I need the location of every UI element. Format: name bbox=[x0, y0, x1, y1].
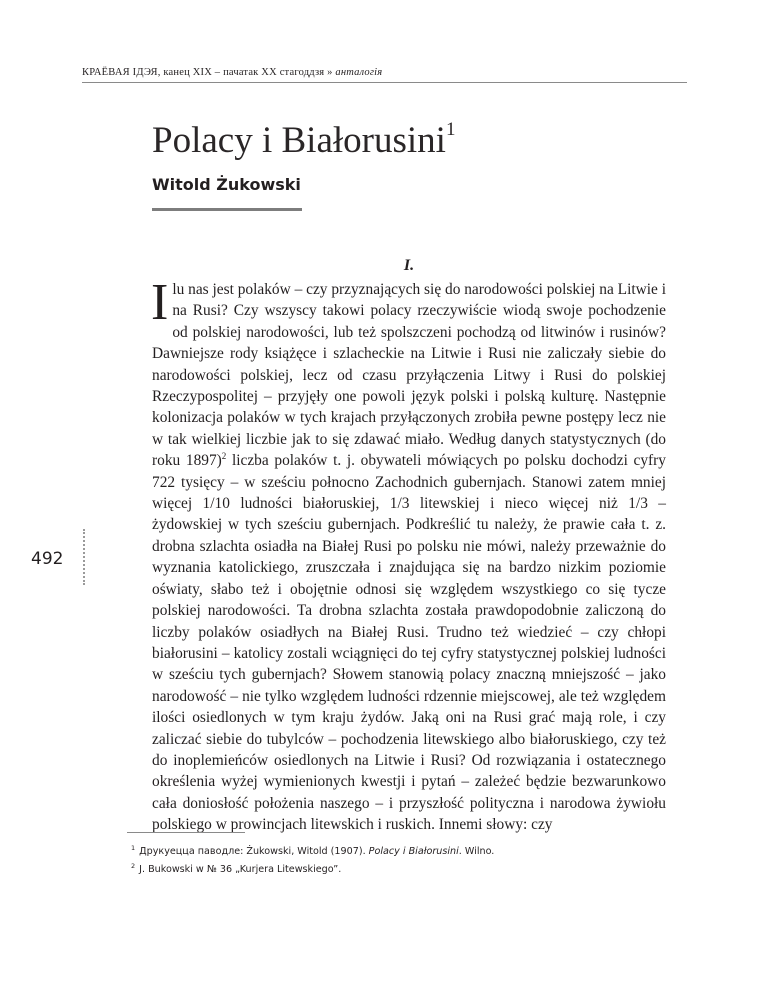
footnote-1-number: 1 bbox=[131, 844, 136, 852]
drop-cap: I bbox=[151, 274, 169, 331]
author-underline bbox=[152, 208, 302, 211]
running-head-section: антaлогія bbox=[335, 67, 383, 78]
article-author: Witold Żukowski bbox=[152, 175, 301, 194]
footnote-1-title: Polacy i Białorusini bbox=[368, 846, 459, 858]
footnote-divider bbox=[127, 832, 245, 833]
header-divider bbox=[82, 82, 687, 83]
footnote-2-number: 2 bbox=[131, 862, 136, 871]
article-title-text: Polacy i Białorusini bbox=[152, 120, 446, 161]
running-head bbox=[82, 67, 382, 78]
section-number: I. bbox=[403, 257, 415, 274]
article-title bbox=[152, 119, 455, 162]
footnote-2 bbox=[131, 859, 494, 877]
running-head-main: КРАЁВАЯ ІДЭЯ, канец XIX – пачатак XX стагоддзя » bbox=[82, 67, 333, 78]
footnotes bbox=[131, 841, 494, 877]
body-text-part-2: liczba polaków t. j. obywateli mówiących po polsku dochodzi cyfry 722 tysięcy – w sześciu połnocno Zachodnich gubernjach. Stanowi zatem mniej więcej 1/10 ludności białoruskiej, 1/3 litewskiej i nieco więcej niż 1/3 – żydowskiej w tych sześciu gubernjach. Podkreślić tu należy, że prawie cała t. z. drobna szlachta osiadła na Białej Rusi po polsku nie mówi, należy przeważnie do wyznania katolickiego, zruszczała i znajdująca się na bardzo nizkim poziomie oświaty, słabo też i obojętnie odnosi się względem wszystkiego co się tycze polskiej narodowości. Ta drobna szlachta została prawdopodobnie zaliczoną do liczby polaków osiadłych na Białej Rusi. Trudno też wiedzieć – czy chłopi białorusini – katolicy zostali wciągnięci do tej cyfry statystycznej polskiej ludności w sześciu tych gubernjach? Słowem stanowią polacy znaczną mniejszość – jako narodowość – nie tylko względem ludności rdzennie miejscowej, ale też względem ilości osiedlonych w tym kraju żydów. Jaką oni na Rusi grać mają role, i czy zaliczać siebie do tubylców – pochodzenia litewskiego albo białoruskiego, czy też do inoplemieńców osiedlonych na Litwie i Rusi? Od rozwiązania i ostatecznego określenia wyżej wymienionych kwestji i pytań – zależeć będzie bezwarunkowo cała doniosłość położenia naszego – i przyszłość polityczna i narodowa żywiołu polskiego w prowincjach litewskich i ruskich. Innemi słowy: czy bbox=[152, 452, 666, 834]
body-footnote-ref[interactable]: 2 bbox=[221, 451, 227, 462]
body-paragraph bbox=[151, 274, 666, 836]
footnote-1 bbox=[131, 841, 494, 859]
page-number: 492 bbox=[31, 549, 64, 569]
footnote-2-text: J. Bukowski w № 36 „Kurjera Litewskiego”. bbox=[139, 864, 342, 876]
footnote-1-prefix: Друкуецца паводле: Żukowski, Witold (1907). bbox=[139, 846, 369, 858]
page-number-dotted-rule bbox=[83, 529, 85, 585]
footnote-1-suffix: . Wilno. bbox=[458, 846, 495, 858]
title-footnote-ref[interactable]: 1 bbox=[445, 118, 456, 140]
body-text-part-1: lu nas jest polaków – czy przyznających się do narodowości polskiej na Litwie i na Rusi? Czy wszyscy takowi polacy rzeczywiście wiodą swoje pochodzenie od polskiej narodowości, lub też spolszczeni pochodzą od litwinów i rusinów? Dawniejsze rody książęce i szlacheckie na Litwie i Rusi nie zaliczały siebie do narodowości polskiej, lecz od czasu przyłączenia Litwy i Rusi do polskiej Rzeczypospolitej – przyjęły one powoli język polski i polską kulturę. Następnie kolonizacja polaków w tych krajach przyłączonych zrobiła pewne postępy lecz nie w tak wielkiej liczbie jak to się zdawać miało. Według danych statystycznych (do roku 1897) bbox=[152, 281, 666, 470]
